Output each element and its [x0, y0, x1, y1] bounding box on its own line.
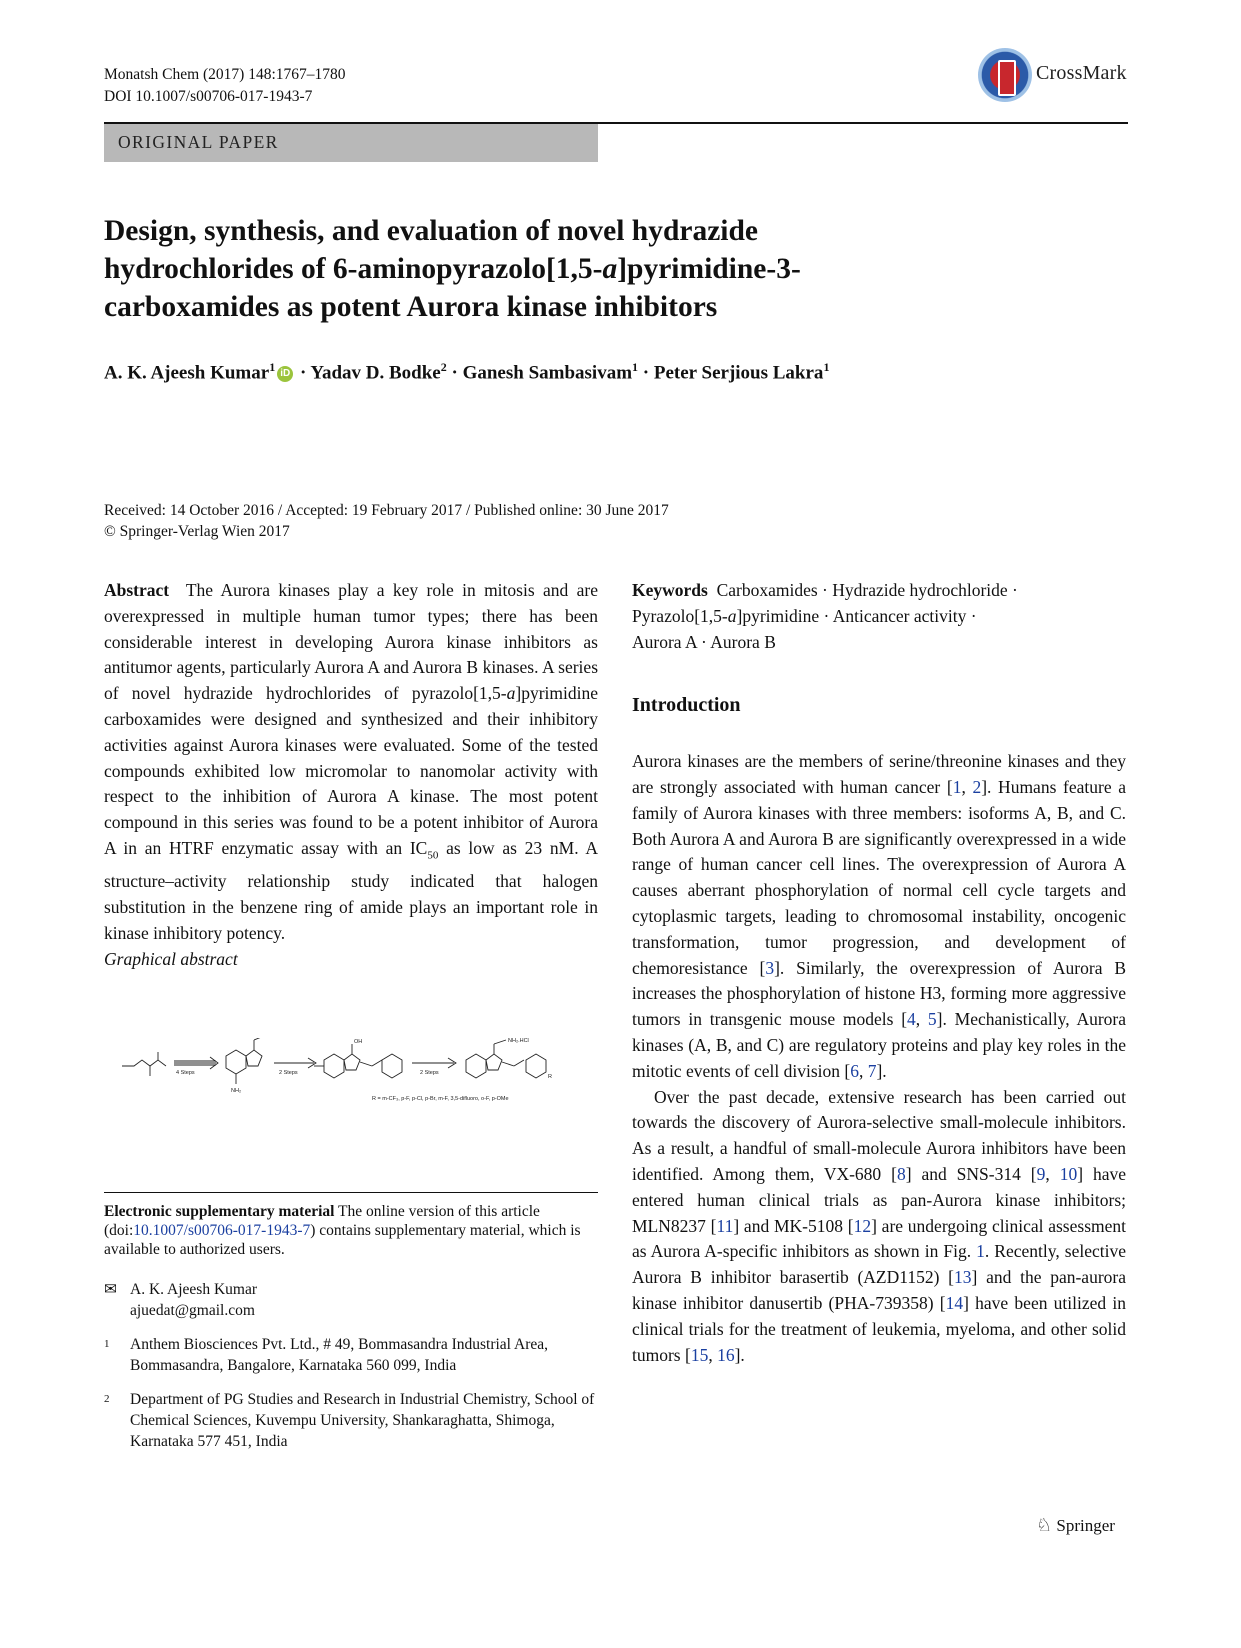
right-column	[632, 578, 1126, 1368]
citation-link[interactable]: 3	[765, 957, 775, 978]
abstract-body	[104, 578, 598, 947]
author-affiliation-mark: 1	[823, 360, 830, 374]
affiliation-number: 1	[104, 1338, 110, 1350]
author-separator: ·	[295, 362, 311, 384]
scheme-rgroups-label: R = m-CF₃, p-F, p-Cl, p-Br, m-F, 3,5-difluoro, o-F, p-OMe	[372, 1096, 509, 1102]
paragraph-text: Over the past decade, extensive research has been carried out towards the discovery of Aurora-selective small-molecule inhibitors. As a result, a handful of small-molecule Aurora inhibitors have been identified. Among them, VX-680 [	[632, 1086, 1126, 1184]
abstract-section	[104, 578, 598, 972]
citation-link[interactable]: 7	[867, 1060, 877, 1081]
paragraph-text: ].	[734, 1344, 745, 1365]
paragraph-text: ] have entered human clinical trials as pan-Aurora kinase inhibitors; MLN8237 [	[632, 1163, 1126, 1236]
crossmark-label: CrossMark	[1036, 62, 1127, 84]
citation-link[interactable]: 15	[690, 1344, 709, 1365]
abstract-italic: a	[506, 683, 516, 704]
paragraph-text: ] and SNS-314 [	[905, 1163, 1037, 1184]
paragraph-text: ] and the pan-aurora kinase inhibitor danusertib (PHA-739358) [	[632, 1267, 1126, 1313]
graphical-abstract-label: Graphical abstract	[104, 948, 238, 969]
scheme-step-label: 2 Steps	[279, 1070, 298, 1076]
history-dates: Received: 14 October 2016 / Accepted: 19 February 2017 / Published online: 30 June 2017	[104, 502, 669, 519]
citation-link[interactable]: 6	[850, 1060, 859, 1081]
citation-link[interactable]: 11	[716, 1215, 734, 1236]
title-italic: a	[602, 253, 618, 285]
affiliation-text: Department of PG Studies and Research in Industrial Chemistry, School of Chemical Sciences, Kuvempu University, Shankaraghatta, Shimoga, Karnataka 577 451, India	[130, 1391, 595, 1450]
springer-logo-icon: ♘	[1036, 1515, 1053, 1535]
paragraph-text: ]. Humans feature a family of Aurora kinases with three members: isoforms A, B, and C. Both Aurora A and Aurora B are significantly overexpressed in a wide range of human cancer cell lines. The overexpression of Aurora A causes aberrant phosphorylation of normal cell cycle targets and cytoplasmic targets, leading to chromosomal instability, oncogenic transformation, tumor progression, and development of chemoresistance [	[632, 776, 1127, 978]
author-name[interactable]: Peter Serjious Lakra	[653, 362, 824, 384]
abstract-label: Abstract	[104, 580, 170, 600]
envelope-icon: ✉	[104, 1281, 117, 1298]
affiliation-item	[104, 1389, 598, 1452]
journal-header	[104, 64, 346, 108]
section-label: ORIGINAL PAPER	[118, 132, 279, 152]
scheme-step-label: 4 Steps	[176, 1070, 195, 1076]
keywords-text: ]pyrimidine · Anticancer activity ·	[736, 605, 977, 626]
title-line-3: carboxamides as potent Aurora kinase inhibitors	[104, 291, 718, 323]
corresponding-author-email[interactable]: ajuedat@gmail.com	[130, 1302, 255, 1319]
citation-link[interactable]: 2	[972, 776, 982, 797]
citation-link[interactable]: 1	[952, 776, 962, 797]
title-text: ]pyrimidine-3-	[617, 253, 801, 285]
author-affiliation-mark: 1	[269, 360, 276, 374]
abstract-text: as low as 23 nM. A structure–activity relationship study indicated that halogen substitution in the benzene ring of amide plays an important role in kinase inhibitory potency.	[104, 837, 598, 943]
springer-footer	[1036, 1515, 1115, 1536]
citation-link[interactable]: 4	[907, 1009, 916, 1030]
author-list	[104, 360, 1124, 384]
author-affiliation-mark: 2	[440, 360, 447, 374]
affiliation-item	[104, 1334, 598, 1376]
author-affiliation-mark: 1	[632, 360, 639, 374]
graphical-abstract-scheme	[104, 1038, 598, 1148]
keywords-text: Carboxamides · Hydrazide hydrochloride ·	[716, 580, 1018, 600]
citation-link[interactable]: 8	[896, 1163, 906, 1184]
esm-text: The online version of this article (doi:	[104, 1203, 540, 1239]
keywords-text: Aurora A · Aurora B	[632, 631, 776, 652]
paragraph-text: ] have been utilized in clinical trials for the treatment of leukemia, myeloma, and other solid tumors [	[632, 1292, 1126, 1365]
keywords-italic: a	[727, 605, 737, 626]
scheme-step-label: 2 Steps	[420, 1070, 439, 1076]
citation-link[interactable]: 5	[927, 1009, 937, 1030]
citation-link[interactable]: 14	[945, 1292, 964, 1313]
paragraph-text: . Recently, selective Aurora B inhibitor barasertib (AZD1152) [	[632, 1241, 1127, 1288]
paragraph-text: ,	[1045, 1163, 1060, 1184]
paragraph-text: Aurora kinases are the members of serine/threonine kinases and they are strongly associated with human cancer [	[632, 751, 1126, 797]
paragraph-text: ,	[915, 1009, 928, 1030]
scheme-nh2-label: NH₂	[231, 1088, 242, 1094]
paragraph-text: ,	[961, 776, 973, 797]
crossmark-badge[interactable]	[978, 48, 1130, 106]
corresponding-author-name: A. K. Ajeesh Kumar	[130, 1281, 257, 1298]
title-line-2	[104, 250, 1044, 288]
affiliation-text: Anthem Biosciences Pvt. Ltd., # 49, Bommasandra Industrial Area, Bommasandra, Bangalore, Karnataka 560 099, India	[130, 1336, 548, 1374]
keywords-label: Keywords	[632, 580, 708, 600]
citation-link[interactable]: 1	[976, 1241, 985, 1262]
scheme-oh-label: OH	[354, 1039, 363, 1045]
author-separator: ·	[446, 362, 463, 384]
scheme-hydrazide-label: NH₂.HCl	[508, 1038, 529, 1044]
springer-label: Springer	[1056, 1516, 1115, 1535]
paragraph-text: ] and MK-5108 [	[733, 1215, 854, 1236]
author-name[interactable]: Ganesh Sambasivam	[462, 362, 633, 384]
introduction-paragraph-1	[632, 749, 1126, 1084]
footnote-rule	[104, 1192, 598, 1193]
paragraph-text: ,	[858, 1060, 868, 1081]
orcid-icon[interactable]: iD	[277, 366, 293, 382]
journal-citation: Monatsh Chem (2017) 148:1767–1780	[104, 66, 346, 83]
paragraph-text: ] are undergoing clinical assessment as Aurora A-specific inhibitors as shown in Fig.	[632, 1215, 1126, 1262]
paragraph-text: ]. Similarly, the overexpression of Aurora B increases the phosphorylation of histone H3, forming more aggressive tumors in transgenic mouse models [	[632, 957, 1126, 1030]
title-line-1: Design, synthesis, and evaluation of novel hydrazide	[104, 215, 758, 247]
keywords-text: Pyrazolo[1,5-	[632, 605, 728, 626]
section-banner	[104, 124, 598, 162]
affiliation-number: 2	[104, 1393, 110, 1405]
correspondence-block	[104, 1279, 598, 1452]
esm-doi-link[interactable]: 10.1007/s00706-017-1943-7	[133, 1222, 311, 1239]
abstract-subscript: 50	[427, 849, 439, 862]
paragraph-text: ]. Mechanistically, Aurora kinases (A, B, and C) are regulatory proteins and play key roles in the mitotic events of cell division [	[632, 1009, 1126, 1081]
copyright-line: © Springer-Verlag Wien 2017	[104, 523, 290, 540]
author-name[interactable]: A. K. Ajeesh Kumar	[104, 362, 270, 384]
corresponding-author	[104, 1279, 598, 1321]
esm-text: ) contains supplementary material, which is available to authorized users.	[104, 1222, 581, 1258]
citation-link[interactable]: 16	[717, 1344, 735, 1365]
paragraph-text: ,	[708, 1344, 718, 1365]
esm-note	[104, 1202, 598, 1259]
author-name[interactable]: Yadav D. Bodke	[310, 362, 441, 384]
crossmark-icon	[978, 48, 1032, 102]
esm-label: Electronic supplementary material	[104, 1203, 335, 1220]
citation-link[interactable]: 9	[1036, 1163, 1046, 1184]
introduction-paragraph-2	[632, 1085, 1126, 1369]
scheme-r-label: R	[548, 1074, 552, 1080]
title-text: hydrochlorides of 6-aminopyrazolo[1,5-	[104, 253, 603, 285]
abstract-text: ]pyrimidine carboxamides were designed and synthesized and their inhibitory activities against Aurora kinases were evaluated. Some of the tested compounds exhibited low micromolar to nanomolar activity with respect to the inhibition of Aurora A kinase. The most potent compound in this series was found to be a potent inhibitor of Aurora A in an HTRF enzymatic assay with an IC	[104, 683, 598, 858]
citation-link[interactable]: 10	[1059, 1163, 1078, 1184]
journal-doi: DOI 10.1007/s00706-017-1943-7	[104, 88, 313, 105]
article-title	[104, 212, 1044, 326]
abstract-text: The Aurora kinases play a key role in mitosis and are overexpressed in multiple human tumor types; there has been considerable interest in developing Aurora kinase inhibitors as antitumor agents, particularly Aurora A and Aurora B kinases. A series of novel hydrazide hydrochlorides of pyrazolo[1,5-	[104, 580, 598, 704]
citation-link[interactable]: 12	[853, 1215, 872, 1236]
publication-dates	[104, 500, 669, 542]
introduction-heading: Introduction	[632, 694, 741, 717]
author-separator: ·	[638, 362, 654, 384]
keywords-block	[632, 578, 1126, 655]
citation-link[interactable]: 13	[954, 1267, 972, 1288]
paragraph-text: ].	[876, 1060, 887, 1081]
